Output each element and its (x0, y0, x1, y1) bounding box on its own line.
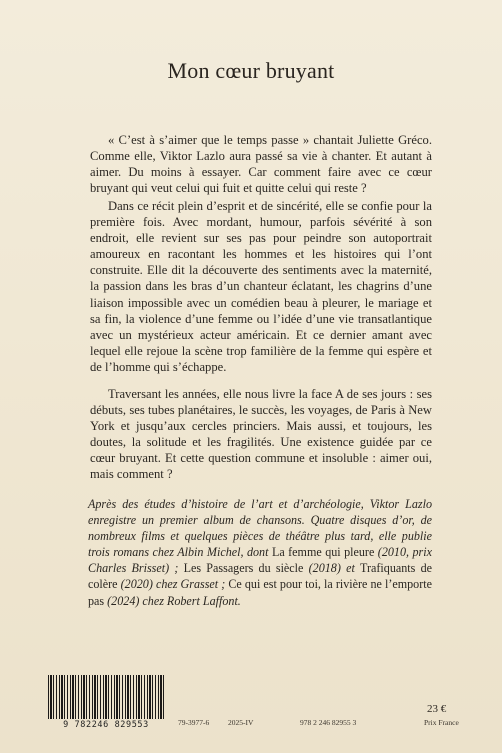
bio-book-title: Les Passagers du siècle (183, 561, 304, 576)
barcode-bars (48, 675, 164, 719)
edition-code: 2025-IV (228, 718, 254, 727)
bio-text: Après des études d’histoire de l’art et d’archéologie, Viktor Lazlo enregistre un premier album de chansons. Quatre disques d’or, de nombreux films et quelques pièces de théâtre plus tard, elle publie trois romans chez Albin Michel, dont (88, 497, 432, 560)
blurb-paragraph-2 (90, 198, 432, 379)
paragraph-text: « C’est à s’aimer que le temps passe » chantait Juliette Gréco. Comme elle, Viktor Lazlo aura passé sa vie à chanter. Et autant à aimer. Du moins à essayer. Car comment faire avec ce cœur bruyant qui veut celui qui fuit et quitte celui qui reste ? (90, 133, 432, 196)
publisher-reference: 79-3977-6 (178, 718, 210, 727)
bio-text: (2018) et (303, 561, 361, 576)
price: 23 € (427, 703, 447, 715)
isbn-number: 978 2 246 82955 3 (300, 718, 357, 727)
price-label: Prix France (424, 718, 459, 727)
paragraph-text: Traversant les années, elle nous livre la face A de ses jours : ses débuts, ses tubes planétaires, le succès, les voyages, de Paris à New York et jusqu’aux cercles princiers. Mais aussi, et toujours, les doutes, la solitude et les fragilités. Une existence guidée par ce cœur bruyant. Et cette question commune et insoluble : aimer oui, mais comment ? (90, 387, 432, 482)
bio-text: (2024) chez Robert Laffont. (104, 593, 241, 608)
bio-book-title: La femme qui pleure (271, 545, 375, 560)
bio-book-title: Ce qui est pour toi, la rivière ne l’emporte pas (88, 577, 432, 608)
isbn-barcode (48, 675, 164, 733)
author-bio (88, 496, 432, 609)
bio-book-title: Trafiquants de colère (88, 561, 433, 592)
paragraph-text: Dans ce récit plein d’esprit et de sincérité, elle se confie pour la première fois. Avec mordant, humour, parfois sévérité à son endroit, elle revient sur ses pas pour peindre son autoportrait amoureux en racontant les hommes et les histoires qui l’ont construite. Elle dit la découverte des sentiments avec la maternité, la passion dans les bras d’un chanteur éclatant, les chagrins d’une liaison impossible avec un comédien beau à pleurer, le mariage et sa fin, la violence d’une femme ou l’idée d’une vie transatlantique avec un mystérieux acteur américain. Et ce dernier amant avec lequel elle rejoue la scène trop familière de la femme qui espère et de l’homme qui s’échappe. (90, 199, 432, 374)
blurb-paragraph-1 (90, 132, 432, 200)
barcode-digits: 9 782246 829553 (63, 720, 149, 730)
blurb-paragraph-3 (90, 386, 432, 487)
book-title: Mon cœur bruyant (167, 58, 335, 83)
bio-text: (2010, prix Charles Brisset) ; (88, 545, 432, 576)
bio-text: (2020) chez Grasset ; (117, 577, 229, 592)
